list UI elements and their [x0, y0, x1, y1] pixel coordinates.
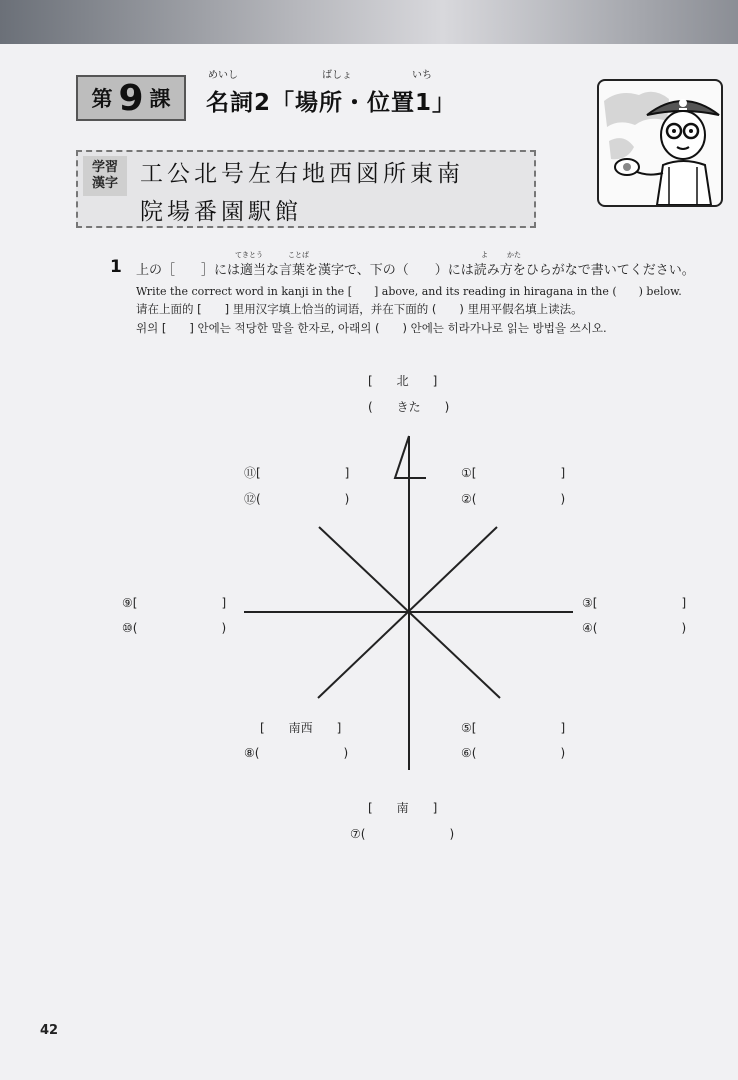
south-kanji-label: [ 南 ]	[368, 801, 438, 815]
answer-blank-6[interactable]: ⑥( )	[461, 746, 566, 760]
lesson-number: 9	[118, 77, 144, 119]
answer-blank-4[interactable]: ④( )	[582, 621, 687, 635]
answer-blank-2[interactable]: ②( )	[461, 492, 566, 506]
page-number: 42	[40, 1023, 59, 1038]
title-ruby-ichi: いち	[412, 70, 432, 81]
study-kanji-label-line1: 学習	[91, 160, 118, 175]
instruction-korean: 위의 [ ] 안에는 적당한 말을 한자로, 아래의 ( ) 안에는 히라가나로 읽는 방법을 쓰시오.	[136, 321, 607, 335]
answer-blank-7[interactable]: ⑦( )	[350, 827, 455, 841]
instruction-japanese: 上の［ ］には適当な言葉を漢字で、下の（ ）には読み方をひらがなで書いてください。	[136, 263, 695, 278]
study-kanji-label-line2: 漢字	[91, 176, 118, 191]
answer-blank-1[interactable]: ①[ ]	[461, 466, 566, 480]
answer-blank-11[interactable]: ⑪[ ]	[244, 466, 350, 480]
north-reading-label: ( きた )	[368, 400, 450, 414]
title-ruby-meishi: めいし	[208, 70, 238, 81]
study-kanji-row-1: 工公北号左右地西図所東南	[140, 161, 464, 187]
north-kanji-label: [ 北 ]	[368, 374, 438, 388]
study-kanji-row-2: 院場番園駅館	[140, 199, 302, 225]
ruby-yomi: よ	[481, 251, 488, 259]
ruby-tekitou: てきとう	[235, 251, 263, 259]
question-number: 1	[110, 257, 122, 277]
answer-blank-3[interactable]: ③[ ]	[582, 596, 687, 610]
answer-blank-8[interactable]: ⑧( )	[244, 746, 349, 760]
southwest-kanji-label: [ 南西 ]	[260, 721, 342, 735]
instruction-chinese: 请在上面的 [ ] 里用汉字填上恰当的词语，并在下面的 ( ) 里用平假名填上读法。	[136, 302, 583, 316]
ruby-kata: かた	[507, 251, 521, 259]
answer-blank-12[interactable]: ⑫( )	[244, 492, 350, 506]
lesson-prefix: 第	[91, 86, 113, 111]
title-ruby-basho: ばしょ	[322, 70, 352, 81]
lesson-suffix: 課	[149, 86, 171, 111]
answer-blank-5[interactable]: ⑤[ ]	[461, 721, 566, 735]
ruby-kotoba: ことば	[288, 251, 309, 259]
instruction-english: Write the correct word in kanji in the [ ] above, and its reading in hiragana in the ( ) below.	[136, 285, 682, 298]
north-arrow-icon	[395, 436, 426, 478]
lesson-title: 名詞2「場所・位置1」	[206, 90, 457, 116]
answer-blank-9[interactable]: ⑨[ ]	[122, 596, 227, 610]
answer-blank-10[interactable]: ⑩( )	[122, 621, 227, 635]
